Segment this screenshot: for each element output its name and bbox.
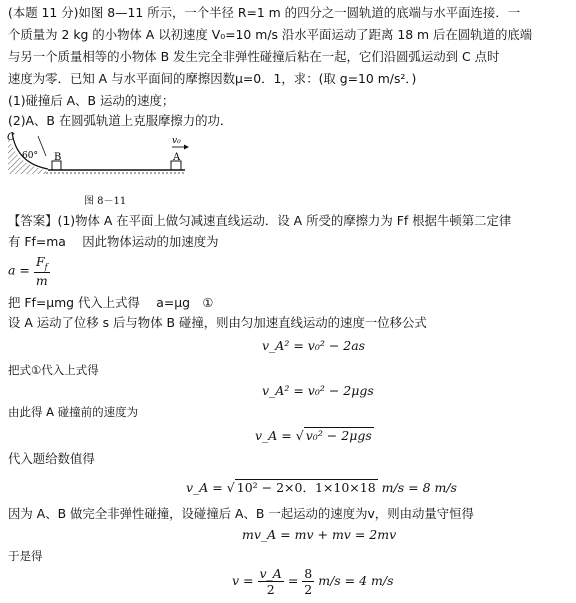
answer-line-8: 因为 A、B 做完全非弹性碰撞，设碰撞后 A、B 一起运动的速度为v，则由动量守恒得 <box>8 506 474 521</box>
fraction-8-over-2 <box>302 566 314 597</box>
formula-numeric-lhs: v_A = <box>186 480 223 495</box>
label-v0: v₀ <box>172 136 181 146</box>
problem-line-4: 速度为零．已知 A 与水平面间的摩擦因数μ=0．1，求：(取 g=10 m/s²．) <box>8 71 417 86</box>
problem-line-2: 个质量为 2 kg 的小物体 A 以初速度 V₀=10 m/s 沿水平面运动了距离 18 m 后在圆轨道的底端 <box>8 27 533 42</box>
formula-a-lhs: a = <box>8 262 30 278</box>
formula-numeric-rhs: m/s = 8 m/s <box>381 480 457 495</box>
fraction-two-a: 2 <box>266 582 275 597</box>
formula-velocity-displacement: v_A² = v₀² − 2as <box>262 338 366 353</box>
fraction-va: v_A <box>259 566 282 581</box>
formula-numeric: v_A = √ 10² − 2×0．1×10×18 m/s = 8 m/s <box>186 480 457 495</box>
formula-final-lhs: v = <box>232 573 254 588</box>
fraction-two-b: 2 <box>304 582 313 597</box>
label-c: C <box>7 132 15 143</box>
formula-momentum: mv_A = mv + mv = 2mv <box>242 527 397 542</box>
problem-line-1: (本题 11 分)如图 8—11 所示，一个半径 R=1 m 的四分之一圆轨道的底端与水平面连接．一 <box>8 5 521 20</box>
fraction-f-over-m: $\frac{F_f}{m}$ <box>35 254 48 288</box>
question-2: (2)A、B 在圆弧轨道上克服摩擦力的功． <box>8 113 233 128</box>
label-angle: 60° <box>22 151 38 161</box>
problem-line-3: 与另一个质量相等的小物体 B 发生完全非弹性碰撞后粘在一起，它们沿圆弧运动到 C 点时 <box>8 49 500 64</box>
label-a: A <box>173 152 181 163</box>
fraction-eight: 8 <box>304 566 313 581</box>
fraction-denominator: m <box>35 272 48 288</box>
answer-line-4: 设 A 运动了位移 s 后与物体 B 碰撞，则由匀加速直线运动的速度一位移公式 <box>8 315 427 330</box>
formula-final-equals: = <box>287 573 299 588</box>
formula-velocity-root: v_A = √ v₀² − 2μgs <box>255 428 372 443</box>
question-1: (1)碰撞后 A、B 运动的速度； <box>8 93 175 108</box>
answer-line-2: 有 Ff=ma 因此物体运动的加速度为 <box>8 234 219 249</box>
formula-final-rhs: m/s = 4 m/s <box>318 573 394 588</box>
formula-acceleration <box>8 254 50 288</box>
formula-root-lhs: v_A = <box>255 428 292 443</box>
figure-caption: 图 8－11 <box>84 196 127 207</box>
answer-line-9: 于是得 <box>8 549 43 563</box>
answer-line-5: 把式①代入上式得 <box>8 363 99 377</box>
answer-line-3: 把 Ff=μmg 代入上式得 a=μg ① <box>8 295 214 310</box>
formula-substituted: v_A² = v₀² − 2μgs <box>262 383 374 398</box>
answer-line-6: 由此得 A 碰撞前的速度为 <box>8 405 139 419</box>
track-diagram <box>8 130 208 178</box>
arrow-head-icon <box>184 145 189 150</box>
answer-line-7: 代入题给数值得 <box>8 451 95 466</box>
fraction-numerator: F <box>35 254 45 269</box>
formula-numeric-radicand: 10² − 2×0．1×10×18 <box>236 480 376 495</box>
angle-line <box>38 136 46 156</box>
label-b: B <box>54 152 62 163</box>
formula-root-radicand: v₀² − 2μgs <box>305 428 372 443</box>
fraction-va-over-2 <box>258 566 284 597</box>
answer-line-1: 【答案】(1)物体 A 在平面上做匀减速直线运动．设 A 所受的摩擦力为 Ff 根据牛顿第二定律 <box>8 213 512 228</box>
formula-final-velocity <box>232 566 394 597</box>
